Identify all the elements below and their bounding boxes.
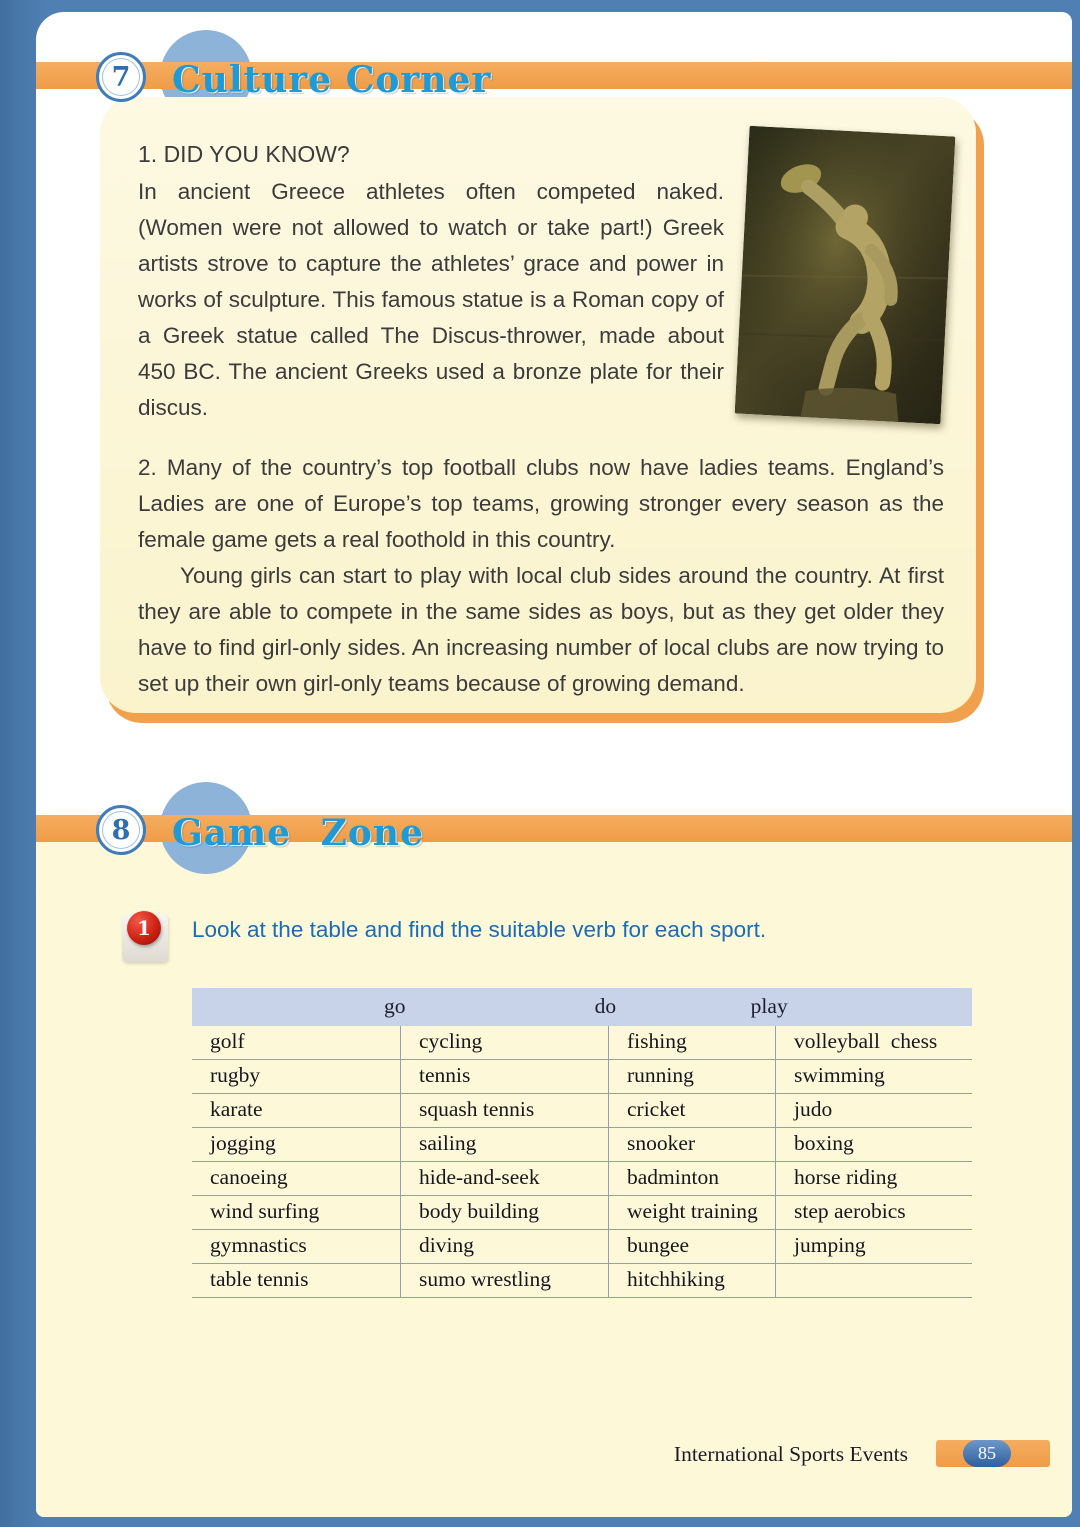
table-cell: weight training (608, 1196, 775, 1230)
discus-thrower-image (735, 126, 956, 424)
table-cell: rugby (192, 1060, 400, 1094)
table-cell: squash tennis (400, 1094, 608, 1128)
table-cell: boxing (775, 1128, 972, 1162)
table-cell: judo (775, 1094, 972, 1128)
table-cell: step aerobics (775, 1196, 972, 1230)
football-paragraph-1: 2. Many of the country’s top football clubs now have ladies teams. England’s Ladies are one of Europe’s top teams, growing stronger every season as the female game gets a real foothold in this country. (138, 455, 944, 552)
table-cell: table tennis (192, 1264, 400, 1298)
table-cell: fishing (608, 1026, 775, 1060)
table-header-go: go (384, 994, 406, 1018)
table-header-play: play (750, 994, 788, 1018)
table-cell: wind surfing (192, 1196, 400, 1230)
table-cell: sumo wrestling (400, 1264, 608, 1298)
table-cell: diving (400, 1230, 608, 1264)
game-zone-title: Game Zone (172, 812, 424, 854)
table-header-do: do (594, 994, 617, 1018)
table-cell: golf (192, 1026, 400, 1060)
table-cell: badminton (608, 1162, 775, 1196)
table-cell: body building (400, 1196, 608, 1230)
table-cell: jogging (192, 1128, 400, 1162)
culture-corner-box (100, 97, 976, 713)
table-header-row (192, 988, 972, 1026)
exercise-instruction: Look at the table and find the suitable verb for each sport. (192, 917, 767, 942)
culture-corner-title: Culture Corner (172, 59, 492, 101)
section-number-badge: 8 (96, 805, 146, 855)
table-cell: hitchhiking (608, 1264, 775, 1298)
table-cell: bungee (608, 1230, 775, 1264)
table-cell: volleyball chess (775, 1026, 972, 1060)
book-page (36, 12, 1072, 1517)
exercise-number-badge: 1 (127, 911, 161, 945)
section-number-badge: 7 (96, 52, 146, 102)
sports-table-body (192, 1026, 972, 1298)
football-paragraph-2: Young girls can start to play with local club sides around the country. At first they are able to compete in the same sides as boys, but as they get older they have to find girl-only sides. An increasing number of local clubs are now trying to set up their own girl-only teams because of growing demand. (138, 563, 944, 696)
table-cell (775, 1264, 972, 1298)
table-cell: cycling (400, 1026, 608, 1060)
did-you-know-paragraph: In ancient Greece athletes often competed naked. (Women were not allowed to watch or take part!) Greek artists strove to capture the athletes’ grace and power in works of sculpture. This famous statue is a Roman copy of a Greek statue called The Discus-thrower, made about 450 BC. The ancient Greeks used a bronze plate for their discus. (138, 179, 724, 420)
table-cell: cricket (608, 1094, 775, 1128)
table-cell: swimming (775, 1060, 972, 1094)
table-cell: tennis (400, 1060, 608, 1094)
did-you-know-heading: 1. DID YOU KNOW? (138, 141, 350, 167)
footer-title: International Sports Events (673, 1442, 908, 1466)
table-cell: horse riding (775, 1162, 972, 1196)
table-cell: gymnastics (192, 1230, 400, 1264)
sports-table (192, 988, 972, 1298)
table-cell: running (608, 1060, 775, 1094)
table-cell: jumping (775, 1230, 972, 1264)
table-cell: karate (192, 1094, 400, 1128)
table-cell: hide-and-seek (400, 1162, 608, 1196)
table-cell: canoeing (192, 1162, 400, 1196)
table-cell: snooker (608, 1128, 775, 1162)
table-cell: sailing (400, 1128, 608, 1162)
page-number-badge: 85 (963, 1440, 1011, 1467)
